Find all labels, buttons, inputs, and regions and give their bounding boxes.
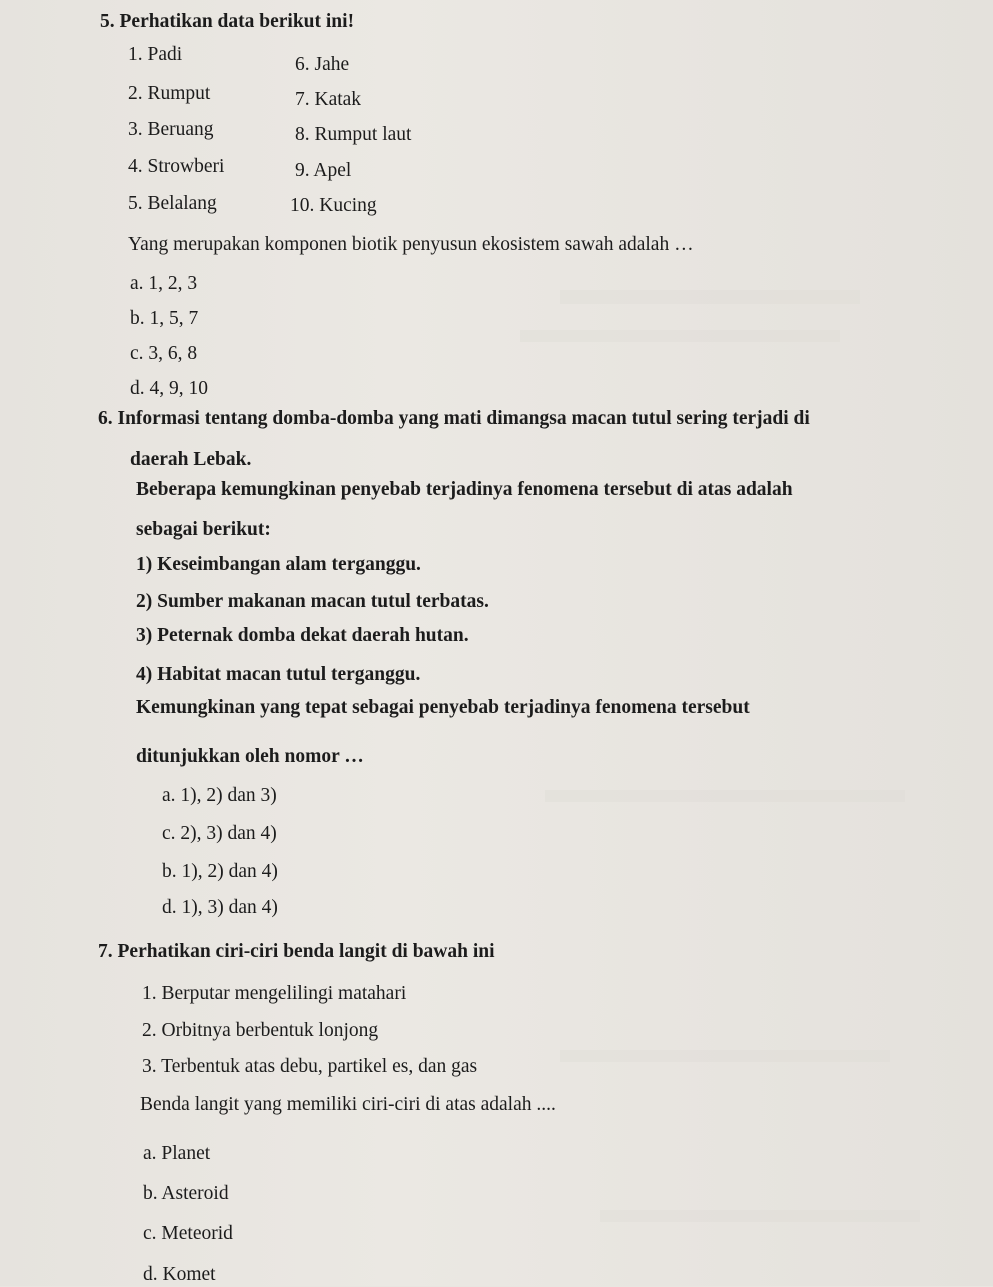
- q7-option-d: d. Komet: [143, 1264, 216, 1285]
- q5-item-8: 8. Rumput laut: [295, 124, 412, 145]
- q5-item-6: 6. Jahe: [295, 54, 350, 75]
- q6-option-c: c. 2), 3) dan 4): [162, 823, 277, 844]
- q5-item-5: 5. Belalang: [128, 193, 217, 214]
- q6-line-3: Beberapa kemungkinan penyebab terjadinya fenomena tersebut di atas adalah: [136, 479, 793, 500]
- q6-option-d: d. 1), 3) dan 4): [162, 897, 278, 918]
- q6-statement-1: 1) Keseimbangan alam terganggu.: [136, 554, 421, 575]
- q6-option-b: b. 1), 2) dan 4): [162, 861, 278, 882]
- q6-statement-2: 2) Sumber makanan macan tutul terbatas.: [136, 591, 489, 612]
- q5-item-7: 7. Katak: [295, 89, 362, 110]
- q6-statement-4: 4) Habitat macan tutul terganggu.: [136, 664, 421, 685]
- q5-header: 5. Perhatikan data berikut ini!: [100, 11, 355, 32]
- q7-question: Benda langit yang memiliki ciri-ciri di atas adalah ....: [140, 1094, 556, 1115]
- bleed-through-mark: [560, 290, 860, 304]
- q6-line-2: daerah Lebak.: [130, 449, 252, 470]
- q5-question: Yang merupakan komponen biotik penyusun ekosistem sawah adalah …: [128, 234, 694, 255]
- q7-item-1: 1. Berputar mengelilingi matahari: [142, 983, 407, 1004]
- q6-line-4: sebagai berikut:: [136, 519, 271, 540]
- q5-item-10: 10. Kucing: [290, 195, 377, 216]
- q6-question-2: ditunjukkan oleh nomor …: [136, 746, 364, 767]
- q5-item-4: 4. Strowberi: [128, 156, 225, 177]
- q6-statement-3: 3) Peternak domba dekat daerah hutan.: [136, 625, 469, 646]
- q6-option-a: a. 1), 2) dan 3): [162, 785, 277, 806]
- q5-option-c: c. 3, 6, 8: [130, 343, 198, 364]
- q7-item-3: 3. Terbentuk atas debu, partikel es, dan gas: [142, 1056, 478, 1077]
- bleed-through-mark: [545, 790, 905, 802]
- q6-question-1: Kemungkinan yang tepat sebagai penyebab terjadinya fenomena tersebut: [136, 697, 750, 718]
- q7-option-b: b. Asteroid: [143, 1183, 229, 1204]
- q7-header: 7. Perhatikan ciri-ciri benda langit di bawah ini: [98, 941, 495, 962]
- q7-option-c: c. Meteorid: [143, 1223, 233, 1244]
- q7-option-a: a. Planet: [143, 1143, 211, 1164]
- q6-line-1: 6. Informasi tentang domba-domba yang mati dimangsa macan tutul sering terjadi di: [98, 408, 810, 429]
- q7-item-2: 2. Orbitnya berbentuk lonjong: [142, 1020, 379, 1041]
- q5-item-9: 9. Apel: [295, 160, 352, 181]
- q5-item-3: 3. Beruang: [128, 119, 214, 140]
- bleed-through-mark: [560, 1050, 890, 1062]
- bleed-through-mark: [600, 1210, 920, 1222]
- bleed-through-mark: [520, 330, 840, 342]
- q5-option-d: d. 4, 9, 10: [130, 378, 208, 399]
- q5-option-b: b. 1, 5, 7: [130, 308, 199, 329]
- q5-item-2: 2. Rumput: [128, 83, 211, 104]
- q5-item-1: 1. Padi: [128, 44, 183, 65]
- q5-option-a: a. 1, 2, 3: [130, 273, 198, 294]
